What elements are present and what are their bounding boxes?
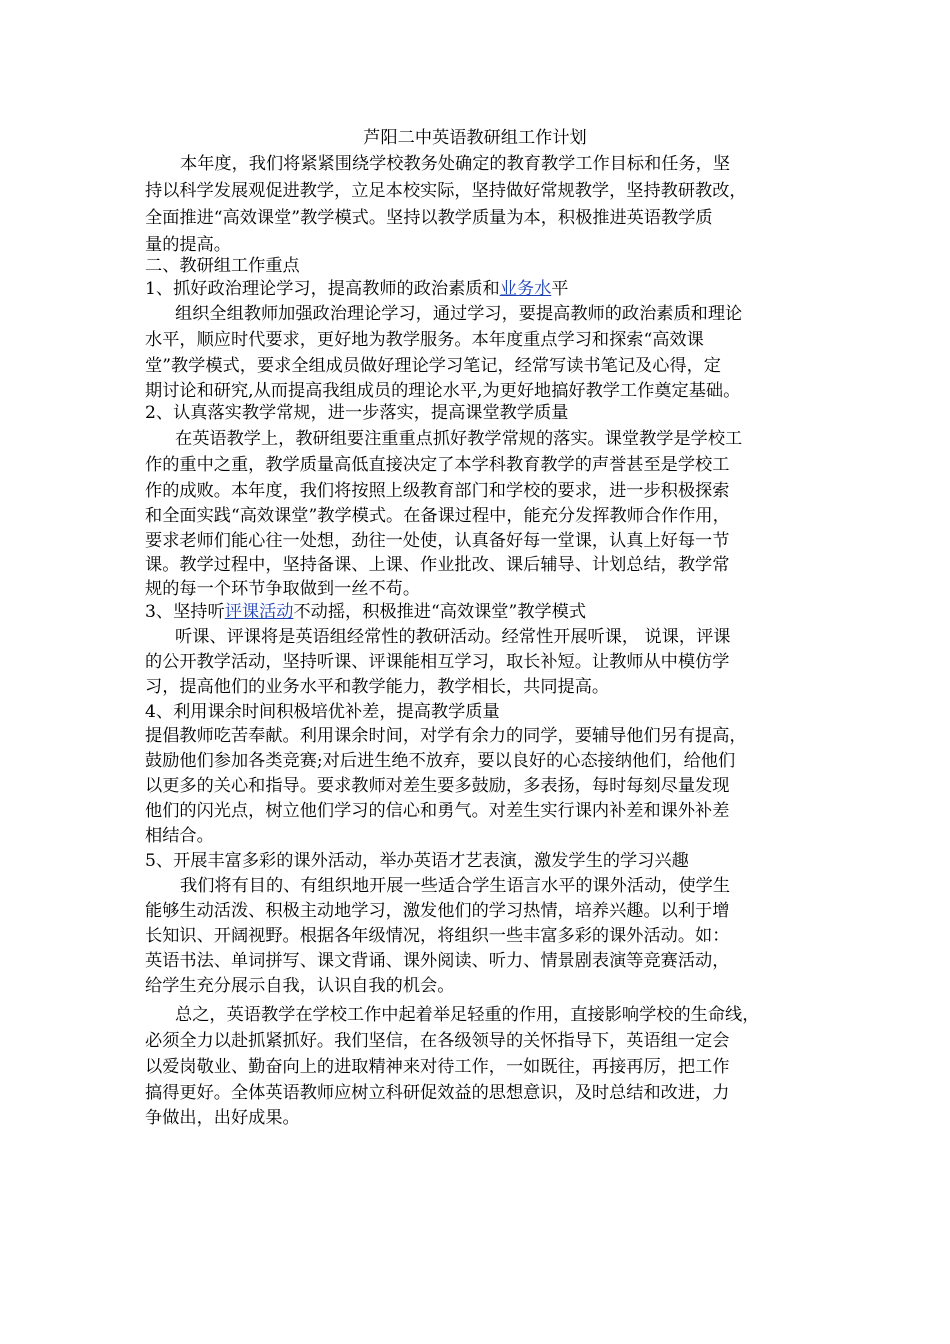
- item4-body-line: 相结合。: [145, 826, 214, 846]
- item3-body-line: 听课、评课将是英语组经常性的教研活动。经常性开展听课， 说课，评课: [175, 627, 731, 647]
- item4-body-line: 提倡教师吃苦奉献。利用课余时间，对学有余力的同学，要辅导他们另有提高，: [145, 726, 747, 746]
- item4-heading: 4、利用课余时间积极培优补差，提高教学质量: [145, 702, 500, 722]
- item1-heading: [145, 275, 568, 303]
- item2-body-line: 在英语教学上，教研组要注重重点抓好教学常规的落实。课堂教学是学校工: [175, 429, 743, 449]
- item5-body-line: 给学生充分展示自我，认识自我的机会。: [145, 976, 455, 996]
- item3-body-line: 的公开教学活动，坚持听课、评课能相互学习，取长补短。让教师从中模仿学: [145, 652, 730, 672]
- item1-body-line: 期讨论和研究,从而提高我组成员的理论水平,为更好地搞好教学工作奠定基础。: [145, 381, 741, 401]
- item4-body-line: 鼓励他们参加各类竞赛;对后进生绝不放弃，要以良好的心态接纳他们，给他们: [145, 751, 736, 771]
- intro-line: 量的提高。: [145, 235, 231, 255]
- conclusion-line: 以爱岗敬业、勤奋向上的进取精神来对待工作，一如既往，再接再厉，把工作: [145, 1057, 730, 1077]
- item5-body-line: 英语书法、单词拼写、课文背诵、课外阅读、听力、情景剧表演等竞赛活动，: [145, 951, 730, 971]
- conclusion-line: 必须全力以赴抓紧抓好。我们坚信，在各级领导的关怀指导下，英语组一定会: [145, 1031, 730, 1051]
- intro-line: 持以科学发展观促进教学，立足本校实际，坚持做好常规教学，坚持教研教改，: [145, 181, 747, 201]
- lesson-review-link[interactable]: 评课活动: [224, 602, 294, 622]
- item4-body-line: 以更多的关心和指导。要求教师对差生要多鼓励，多表扬，每时每刻尽量发现: [145, 776, 730, 796]
- item4-body-line: 他们的闪光点，树立他们学习的信心和勇气。对差生实行课内补差和课外补差: [145, 801, 730, 821]
- intro-line: 全面推进“高效课堂”教学模式。坚持以教学质量为本，积极推进英语教学质: [145, 208, 713, 228]
- item5-body-line: 我们将有目的、有组织地开展一些适合学生语言水平的课外活动，使学生: [180, 876, 731, 896]
- section-heading: 二、教研组工作重点: [145, 256, 300, 276]
- item2-heading: 2、认真落实教学常规，进一步落实，提高课堂教学质量: [145, 403, 569, 423]
- document-title: 芦阳二中英语教研组工作计划: [363, 128, 587, 148]
- item2-body-line: 作的成败。本年度，我们将按照上级教育部门和学校的要求，进一步积极探索: [145, 481, 730, 501]
- conclusion-line: 搞得更好。全体英语教师应树立科研促效益的思想意识，及时总结和改进，力: [145, 1083, 730, 1103]
- item5-body-line: 长知识、开阔视野。根据各年级情况，将组织一些丰富多彩的课外活动。如：: [145, 926, 730, 946]
- intro-line: 本年度，我们将紧紧围绕学校教务处确定的教育教学工作目标和任务，坚: [180, 154, 731, 174]
- item5-body-line: 能够生动活泼、积极主动地学习，激发他们的学习热情，培养兴趣。以利于增: [145, 901, 730, 921]
- item1-body-line: 堂”教学模式，要求全组成员做好理论学习笔记，经常写读书笔记及心得，定: [145, 356, 721, 376]
- item1-body-line: 组织全组教师加强政治理论学习，通过学习，要提高教师的政治素质和理论: [175, 304, 743, 324]
- item2-body-line: 规的每一个环节争取做到一丝不苟。: [145, 579, 421, 599]
- item3-heading-tail: 不动摇，积极推进“高效课堂”教学模式: [293, 602, 587, 622]
- conclusion-line: 争做出，出好成果。: [145, 1108, 300, 1128]
- item2-body-line: 作的重中之重，教学质量高低直接决定了本学科教育教学的声誉甚至是学校工: [145, 455, 730, 475]
- item3-body-line: 习，提高他们的业务水平和教学能力，教学相长，共同提高。: [145, 677, 610, 697]
- item2-body-line: 要求老师们能心往一处想，劲往一处使，认真备好每一堂课，认真上好每一节: [145, 531, 730, 551]
- conclusion-line: 总之，英语教学在学校工作中起着举足轻重的作用，直接影响学校的生命线，: [175, 1005, 760, 1025]
- item2-body-line: 和全面实践“高效课堂”教学模式。在备课过程中，能充分发挥教师合作作用，: [145, 506, 730, 526]
- item3-heading: [145, 598, 586, 626]
- item2-body-line: 课。教学过程中，坚持备课、上课、作业批改、课后辅导、计划总结，教学常: [145, 555, 730, 575]
- item1-heading-text: 1、抓好政治理论学习，提高教师的政治素质和: [145, 279, 500, 299]
- item1-heading-tail: 平: [551, 279, 569, 299]
- business-level-link[interactable]: 业务水: [499, 279, 552, 299]
- item5-heading: 5、开展丰富多彩的课外活动，举办英语才艺表演，激发学生的学习兴趣: [145, 851, 689, 871]
- item3-heading-text: 3、坚持听: [145, 602, 225, 622]
- item1-body-line: 水平，顺应时代要求，更好地为教学服务。本年度重点学习和探索“高效课: [145, 330, 704, 350]
